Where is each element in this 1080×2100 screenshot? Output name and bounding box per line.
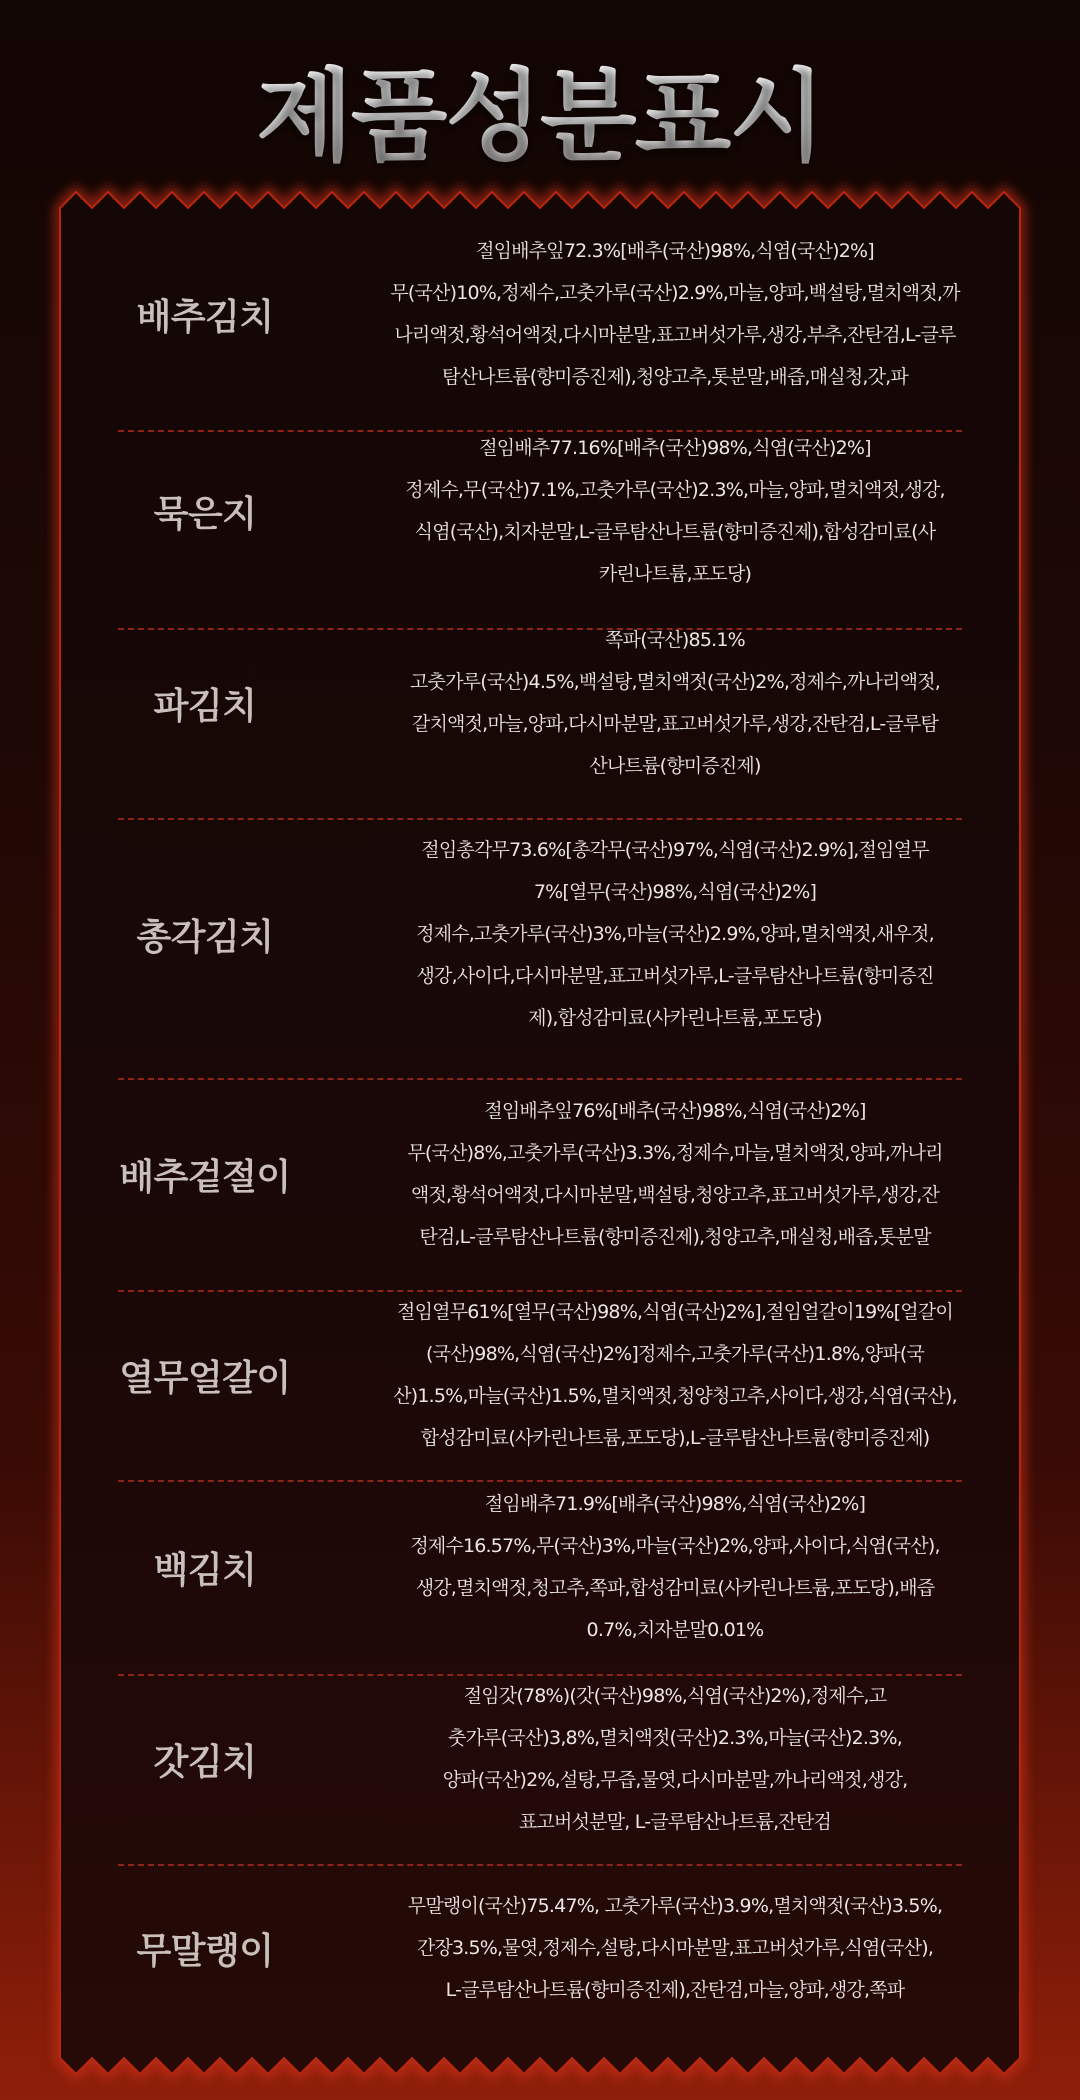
ingredient-line: 간장3.5%,물엿,정제수,설탕,다시마분말,표고버섯가루,식염(국산), (416, 1937, 934, 1959)
page-title: 제품성분표시 (0, 62, 1080, 172)
ingredient-line: 나리액젓,황석어액젓,다시마분말,표고버섯가루,생강,부추,잔탄검,L-글루 (394, 324, 956, 346)
ingredient-line: 절임갓(78%)(갓(국산)98%,식염(국산)2%),정제수,고 (463, 1685, 887, 1707)
ingredient-line: 정제수,고춧가루(국산)3%,마늘(국산)2.9%,양파,멸치액젓,새우젓, (416, 923, 934, 945)
ingredient-line: 절임배추잎76%[배추(국산)98%,식염(국산)2%] (484, 1100, 866, 1122)
product-ingredients (350, 1090, 1000, 1258)
product-row (60, 1076, 1020, 1272)
ingredient-line: 정제수,무(국산)7.1%,고춧가루(국산)2.3%,마늘,양파,멸치액젓,생강, (405, 479, 945, 501)
ingredient-line: 절임배추잎72.3%[배추(국산)98%,식염(국산)2%] (476, 240, 874, 262)
ingredient-line: 양파(국산)2%,설탕,무즙,물엿,다시마분말,까나리액젓,생강, (442, 1769, 908, 1791)
product-name: 무말랭이 (136, 1930, 274, 1972)
ingredient-line: 춧가루(국산)3,8%,멸치액젓(국산)2.3%,마늘(국산)2.3%, (448, 1727, 902, 1749)
product-row (60, 1286, 1020, 1464)
ingredient-line: 식염(국산),치자분말,L-글루탐산나트륨(향미증진제),합성감미료(사 (414, 521, 936, 543)
product-ingredients (350, 230, 1000, 398)
product-ingredients (350, 619, 1000, 787)
product-row (60, 224, 1020, 404)
row-divider (118, 818, 962, 820)
ingredient-line: 산)1.5%,마늘(국산)1.5%,멸치액젓,청양청고추,사이다,생강,식염(국산), (393, 1385, 957, 1407)
ingredient-line: 탐산나트륨(향미증진제),청양고추,톳분말,배즙,매실청,갓,파 (442, 366, 908, 388)
product-row (60, 1670, 1020, 1848)
product-name: 묵은지 (153, 493, 257, 535)
ingredient-line: 카린나트륨,포도당) (598, 563, 752, 585)
ingredient-line: 쪽파(국산)85.1% (605, 629, 745, 651)
ingredient-line: 탄검,L-글루탐산나트륨(향미증진제),청양고추,매실청,배즙,톳분말 (419, 1226, 931, 1248)
product-name: 파김치 (153, 685, 257, 727)
product-ingredients (350, 1291, 1000, 1459)
ingredient-line: 정제수16.57%,무(국산)3%,마늘(국산)2%,양파,사이다,식염(국산), (410, 1535, 940, 1557)
ingredient-line: (국산)98%,식염(국산)2%]정제수,고춧가루(국산)1.8%,양파(국 (425, 1343, 925, 1365)
product-ingredients (350, 1885, 1000, 2011)
row-divider (118, 1674, 962, 1676)
ingredient-line: 합성감미료(사카린나트륨,포도당),L-글루탐산나트륨(향미증진제) (420, 1427, 930, 1449)
product-ingredients (350, 1483, 1000, 1651)
product-name: 열무얼갈이 (119, 1357, 291, 1399)
ingredient-line: 7%[열무(국산)98%,식염(국산)2%] (533, 881, 817, 903)
product-name: 배추김치 (136, 296, 274, 338)
row-divider (118, 1480, 962, 1482)
row-divider (118, 1290, 962, 1292)
ingredient-line: 생강,사이다,다시마분말,표고버섯가루,L-글루탐산나트륨(향미증진 (416, 965, 934, 987)
product-row (60, 804, 1020, 1064)
ingredient-line: 절임배추71.9%[배추(국산)98%,식염(국산)2%] (484, 1493, 866, 1515)
product-ingredients (350, 829, 1000, 1039)
ingredient-line: 무말랭이(국산)75.47%, 고춧가루(국산)3.9%,멸치액젓(국산)3.5%, (407, 1895, 943, 1917)
ingredient-line: 절임열무61%[열무(국산)98%,식염(국산)2%],절임얼갈이19%[얼갈이 (397, 1301, 953, 1323)
ingredient-line: 무(국산)8%,고춧가루(국산)3.3%,정제수,마늘,멸치액젓,양파,까나리 (407, 1142, 943, 1164)
product-ingredients (350, 427, 1000, 595)
product-name: 백김치 (153, 1549, 257, 1591)
ingredient-line: 절임총각무73.6%[총각무(국산)97%,식염(국산)2.9%],절임열무 (421, 839, 929, 861)
row-divider (118, 430, 962, 432)
ingredient-line: 절임배추77.16%[배추(국산)98%,식염(국산)2%] (479, 437, 871, 459)
row-divider (118, 1078, 962, 1080)
row-divider (118, 1864, 962, 1866)
ingredient-line: 산나트륨(향미증진제) (589, 755, 761, 777)
ingredient-line: 액젓,황석어액젓,다시마분말,백설탕,청양고추,표고버섯가루,생강,잔 (410, 1184, 940, 1206)
product-ingredients (350, 1675, 1000, 1843)
ingredient-line: 갈치액젓,마늘,양파,다시마분말,표고버섯가루,생강,잔탄검,L-글루탐 (411, 713, 939, 735)
ingredient-line: 0.7%,치자분말0.01% (586, 1619, 764, 1641)
product-name: 총각김치 (136, 916, 274, 958)
ingredient-line: 무(국산)10%,정제수,고춧가루(국산)2.9%,마늘,양파,백설탕,멸치액젓,까 (390, 282, 960, 304)
ingredient-line: 생강,멸치액젓,청고추,쪽파,합성감미료(사카린나트륨,포도당),배즙 (415, 1577, 935, 1599)
ingredient-line: L-글루탐산나트륨(향미증진제),잔탄검,마늘,양파,생강,쪽파 (445, 1979, 905, 2001)
product-row (60, 420, 1020, 602)
row-divider (118, 628, 962, 630)
product-row (60, 1864, 1020, 2032)
product-name: 갓김치 (153, 1741, 257, 1783)
ingredient-line: 제),합성감미료(사카린나트륨,포도당) (528, 1007, 822, 1029)
product-row (60, 614, 1020, 792)
product-name: 배추겉절이 (119, 1156, 291, 1198)
product-row (60, 1476, 1020, 1658)
ingredient-line: 고춧가루(국산)4.5%,백설탕,멸치액젓(국산)2%,정제수,까나리액젓, (409, 671, 940, 693)
ingredient-line: 표고버섯분말, L-글루탐산나트륨,잔탄검 (518, 1811, 832, 1833)
